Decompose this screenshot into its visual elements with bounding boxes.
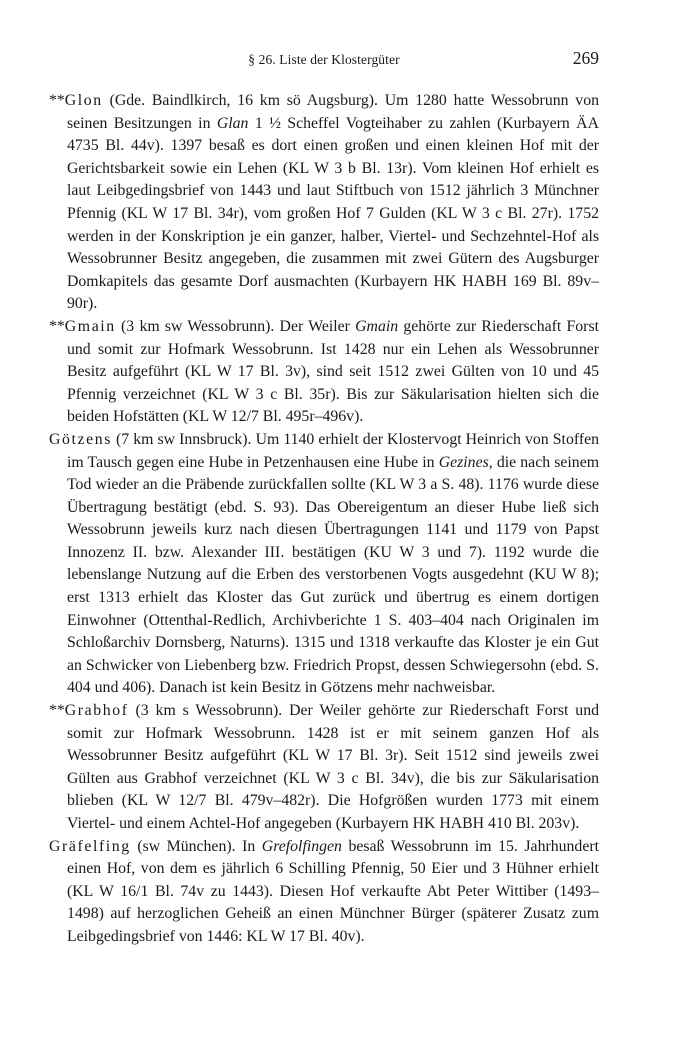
historical-place-name: Grefolfingen xyxy=(261,837,342,855)
entry-text: , die nach seinem Tod wieder an die Präbende zurückfallen sollte (KL W 3 a S. 48). 1176 wurde diese Übertragung bestätigt (ebd. S. 93). Das Obereigentum an dieser Hube ließ sich Wessobrunn jeweils kurz nach diesen Übertragungen 1141 und 1179 von Papst Innozenz II. bzw. Alexander III. bestätigen (KU W 3 und 7). 1192 wurde die lebenslange Nutzung auf die Erben des verstorbenen Vogts ausgedehnt (KU W 8); erst 1313 erhielt das Kloster das Gut zurück und übertrug es einem dortigen Einwohner (Ottenthal-Redlich, Archivberichte 1 S. 403–404 nach Originalen im Schloßarchiv Dornsberg, Naturns). 1315 und 1318 verkaufte das Kloster je ein Gut an Schwicker von Liebenberg bzw. Friedrich Propst, dessen Schwiegersohn (ebd. S. 404 und 406). Danach ist kein Besitz in Götzens mehr nachweisbar. xyxy=(67,453,599,697)
entry-glon xyxy=(49,90,599,316)
historical-place-name: Gmain xyxy=(355,317,399,335)
entry-text: (3 km s Wessobrunn). Der Weiler gehörte zur Riederschaft Forst und somit zur Hofmark Wessobrunn. 1428 ist er mit seinem ganzen Hof als Wessobrunner Besitz aufgeführt (KL W 17 Bl. 3r). Seit 1512 sind jeweils zwei Gülten aus Grabhof verzeichnet (KL W 3 c Bl. 34v), die bis zur Säkularisation blieben (KL W 12/7 Bl. 479v–482r). Die Hofgrößen wurden 1773 mit einem Viertel- und einem Achtel-Hof angegeben (Kurbayern HK HABH 410 Bl. 203v). xyxy=(67,702,599,832)
entry-text: (sw München). In xyxy=(130,837,262,855)
entry-text: gehörte zur Riederschaft Forst und somit zur Hofmark Wessobrunn. Ist 1428 nur ein Lehen als Wessobrunner Besitz aufgeführt (KL W 17 Bl. 3v), sind seit 1512 zwei Gülten von 10 und 45 Pfennig verzeichnet (KL W 3 c Bl. 35r). Bis zur Säkularisation hielten sich die beiden Hofstätten (KL W 12/7 Bl. 495r–496v). xyxy=(67,317,599,426)
entry-grabhof xyxy=(49,700,599,836)
entry-text: besaß Wessobrunn im 15. Jahrhundert einen Hof, von dem es jährlich 6 Schilling Pfennig, 50 Eier und 3 Hühner erhielt (KL W 16/1 Bl. 74v zu 1443). Diesen Hof verkaufte Abt Peter Wittiber (1493–1498) auf herzoglichen Geheiß an einen Münchner Bürger (späterer Zusatz zum Leibgedingsbrief von 1446: KL W 17 Bl. 40v). xyxy=(67,837,599,945)
entry-term: Grabhof xyxy=(64,702,129,720)
entry-gmain xyxy=(49,316,599,429)
entry-text: (7 km sw Innsbruck). Um 1140 erhielt der Klostervogt Heinrich von Stoffen im Tausch gegen eine Hube in Petzenhausen eine Hube in xyxy=(67,430,599,471)
page-number: 269 xyxy=(572,48,599,68)
entry-term: Gmain xyxy=(64,317,116,335)
historical-place-name: Glan xyxy=(216,114,249,132)
entry-gräfelfing xyxy=(49,836,599,949)
entry-marker: ** xyxy=(49,317,65,335)
running-title: § 26. Liste der Klostergüter xyxy=(248,52,400,67)
entry-term: Götzens xyxy=(49,430,112,448)
running-head xyxy=(49,48,599,70)
entry-text: 1 ½ Scheffel Vogteihaber zu zahlen (Kurbayern ÄA 4735 Bl. 44v). 1397 besaß es dort einen großen und einen kleinen Hof mit der Gerichtsbarkeit sowie ein Lehen (KL W 3 b Bl. 13r). Vom kleinen Hof erhielt es laut Leibgedingsbrief von 1443 und laut Stiftbuch von 1512 jährlich 3 Münchner Pfennig (KL W 17 Bl. 34r), vom großen Hof 7 Gulden (KL W 3 c Bl. 27r). 1752 werden in der Konskription je ein ganzer, halber, Viertel- und Sechzehntel-Hof als Wessobrunner Besitz angegeben, die zusammen mit zwei Gütern des Augsburger Domkapitels das gesamte Dorf ausmachten (Kurbayern HK HABH 169 Bl. 89v–90r). xyxy=(67,114,599,313)
entry-term: Gräfelfing xyxy=(49,837,131,855)
entry-term: Glon xyxy=(64,92,103,109)
entry-list xyxy=(49,90,599,949)
entry-götzens xyxy=(49,429,599,700)
entry-marker: ** xyxy=(49,92,65,109)
entry-marker: ** xyxy=(49,702,65,720)
entry-text: (Gde. Baindlkirch, 16 km sö Augsburg). Um 1280 hatte Wessobrunn von seinen Besitzungen in xyxy=(67,92,599,132)
entry-text: (3 km sw Wessobrunn). Der Weiler xyxy=(115,317,356,335)
historical-place-name: Gezines xyxy=(438,453,489,471)
